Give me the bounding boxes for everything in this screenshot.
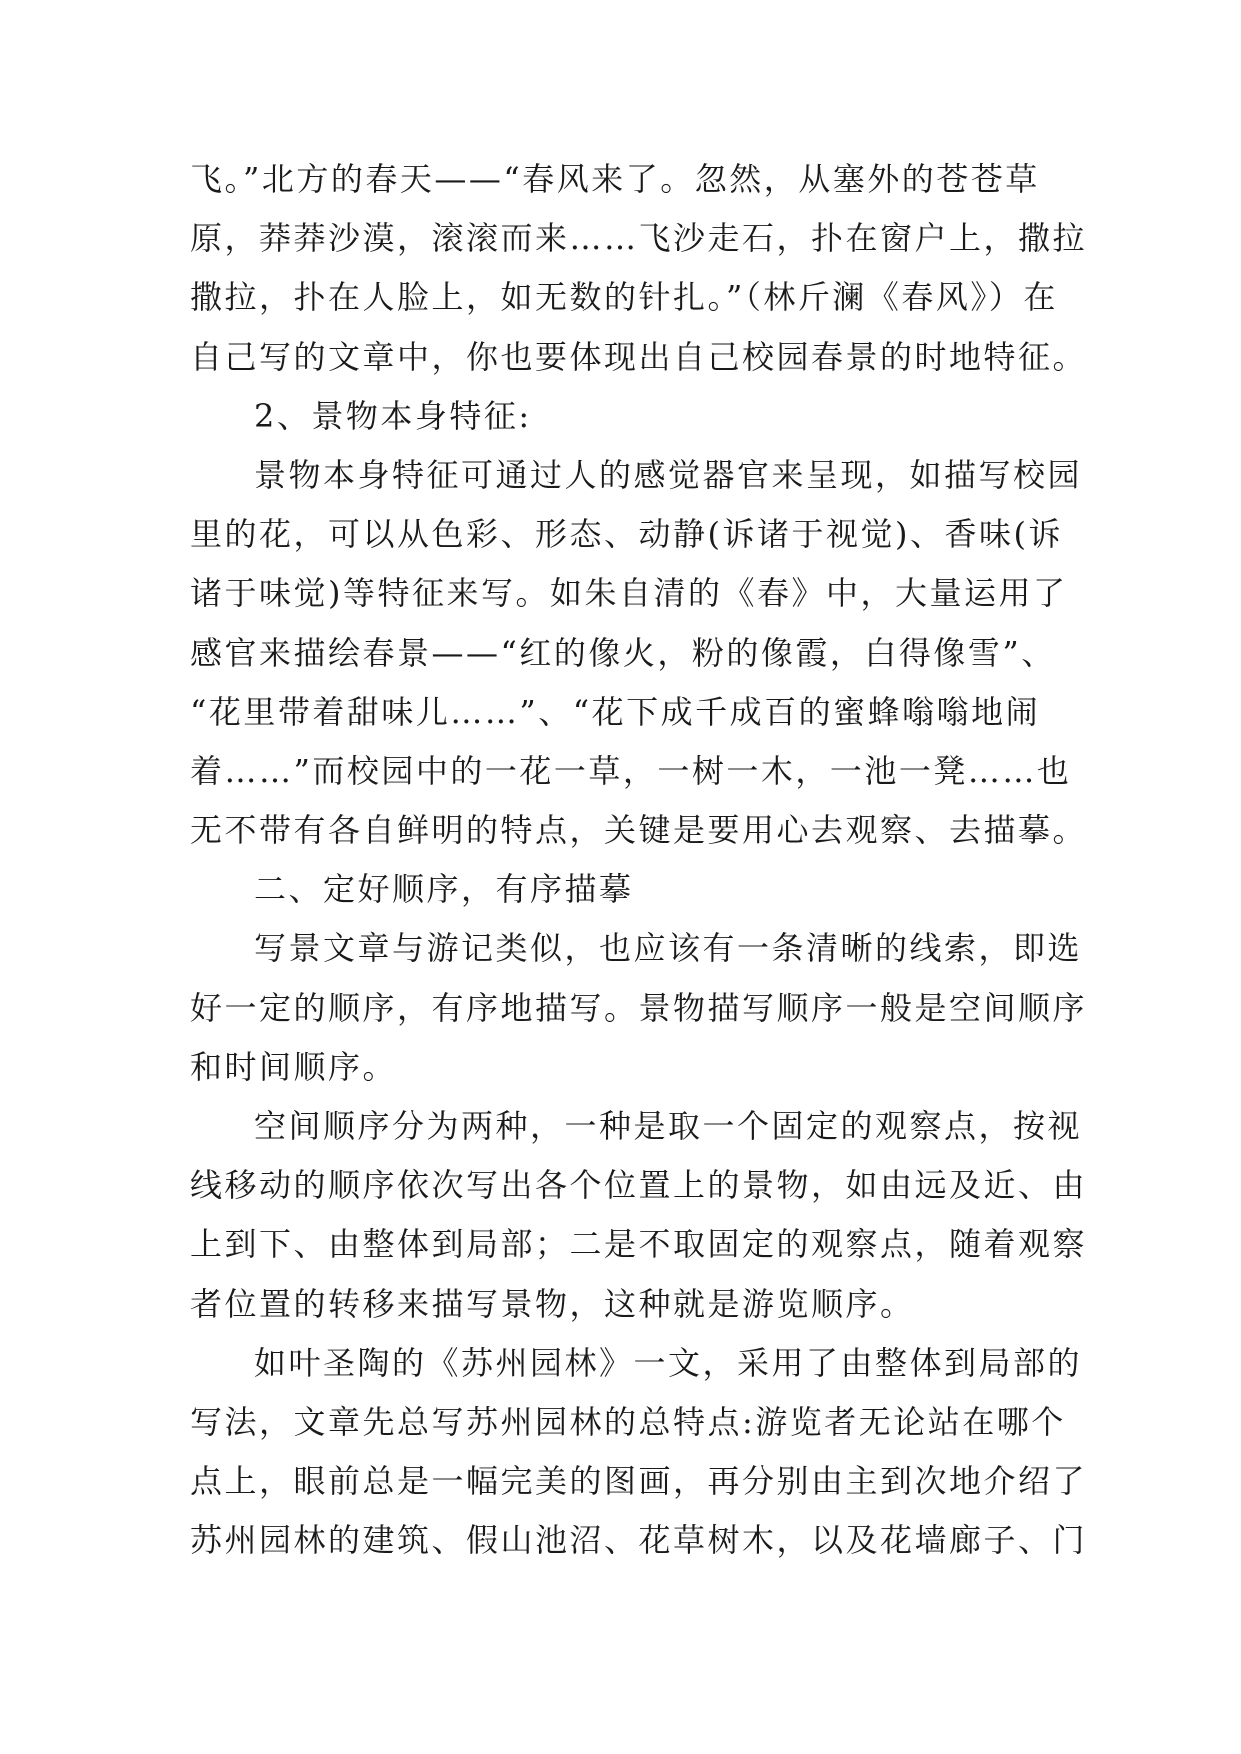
- text-line: 自己写的文章中，你也要体现出自己校园春景的时地特征。: [190, 337, 1088, 376]
- text-line: 无不带有各自鲜明的特点，关键是要用心去观察、去描摹。: [190, 811, 1088, 850]
- text-line: 飞。”北方的春天——“春风来了。忽然，从塞外的苍苍草: [190, 160, 1040, 198]
- text-line: “花里带着甜味儿……”、“花下成千成百的蜜蜂嗡嗡地闹: [190, 692, 1041, 731]
- body-text: [190, 150, 1088, 1571]
- text-line: 线移动的顺序依次写出各个位置上的景物，如由远及近、由: [190, 1166, 1088, 1205]
- text-line: 撒拉，扑在人脸上，如无数的针扎。”（林斤澜《春风》）在: [190, 278, 1058, 317]
- text-line: 苏州园林的建筑、假山池沼、花草树木，以及花墙廊子、门: [190, 1521, 1088, 1560]
- text-line: 着……”而校园中的一花一草，一树一木，一池一凳……也: [190, 751, 1072, 790]
- text-line: 者位置的转移来描写景物，这种就是游览顺序。: [190, 1284, 915, 1323]
- text-line: 原，莽莽沙漠，滚滚而来……飞沙走石，扑在窗户上，撒拉: [190, 219, 1088, 258]
- text-line: 上到下、由整体到局部；二是不取固定的观察点，随着观察: [190, 1225, 1088, 1264]
- text-line: 好一定的顺序，有序地描写。景物描写顺序一般是空间顺序: [190, 988, 1088, 1027]
- text-line: 里的花，可以从色彩、形态、动静(诉诸于视觉)、香味(诉: [190, 515, 1063, 554]
- paragraph-first-line: 写景文章与游记类似，也应该有一条清晰的线索，即选: [254, 929, 1083, 968]
- paragraph-first-line: 如叶圣陶的《苏州园林》一文，采用了由整体到局部的: [254, 1343, 1083, 1382]
- paragraph-first-line: 空间顺序分为两种，一种是取一个固定的观察点，按视: [254, 1107, 1083, 1145]
- text-line: 诸于味觉)等特征来写。如朱自清的《春》中，大量运用了: [190, 574, 1068, 613]
- paragraph-first-line: 景物本身特征可通过人的感觉器官来呈现，如描写校园: [254, 455, 1083, 494]
- text-line: 感官来描绘春景——“红的像火，粉的像霞，白得像雪”、: [190, 633, 1056, 672]
- text-line: 点上，眼前总是一幅完美的图画，再分别由主到次地介绍了: [190, 1462, 1088, 1501]
- text-line: 写法，文章先总写苏州园林的总特点:游览者无论站在哪个: [190, 1402, 1066, 1441]
- paragraph-first-line: 二、定好顺序，有序描摹: [254, 870, 634, 909]
- paragraph-first-line: 2、景物本身特征:: [254, 396, 532, 435]
- text-line: 和时间顺序。: [190, 1047, 398, 1086]
